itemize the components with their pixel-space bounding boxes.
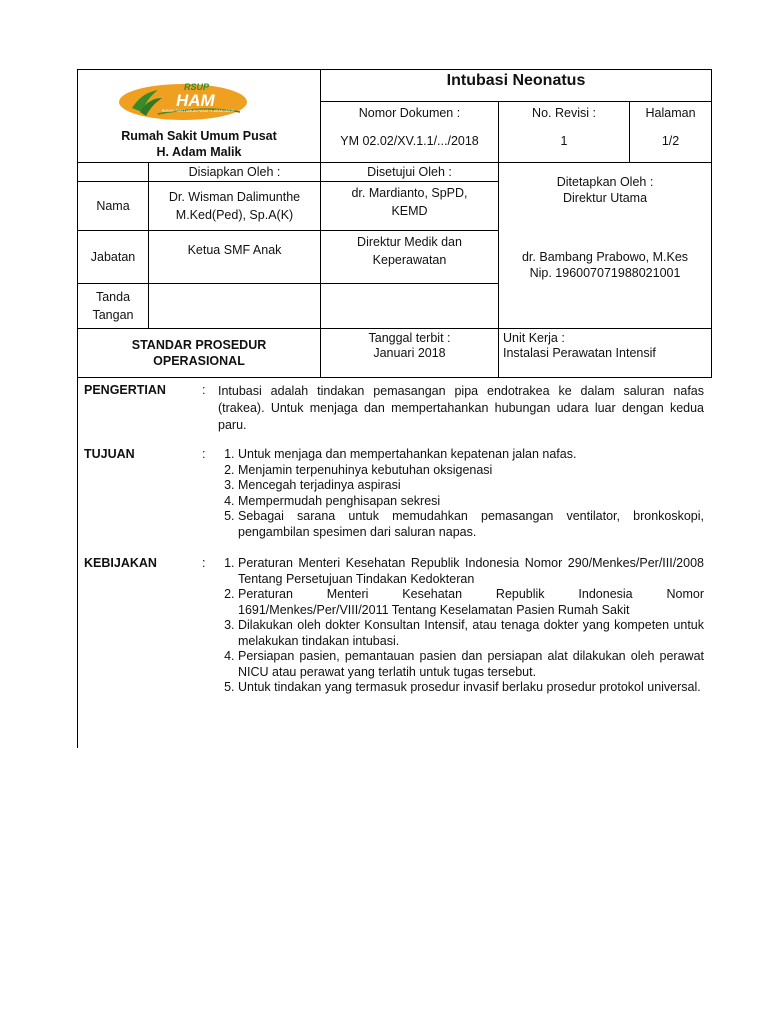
tanggal-terbit-value: Januari 2018 — [373, 346, 446, 360]
disetujui-label: Disetujui Oleh : — [321, 163, 499, 182]
tujuan-list — [218, 447, 704, 540]
logo-tagline: RUMAH SAKIT UMUM PUSAT H. ADAM MALIK — [162, 109, 235, 113]
tujuan-label: TUJUAN — [84, 447, 135, 461]
sop-document — [77, 69, 711, 748]
sop-line2: OPERASIONAL — [153, 354, 245, 368]
jabatan-disetujui-line2: Keperawatan — [372, 253, 447, 267]
halaman-value: 1/2 — [661, 134, 680, 149]
tanggal-terbit-label: Tanggal terbit : — [368, 331, 451, 345]
nama-disetujui-line1: dr. Mardianto, SpPD, — [351, 186, 468, 200]
pengertian-text: Intubasi adalah tindakan pemasangan pipa endotrakea ke dalam saluran nafas (trakea). Untuk menjaga dan mempertahankan hubungan udara luar dengan kedua paru. — [218, 384, 704, 432]
disiapkan-label: Disiapkan Oleh : — [149, 163, 321, 182]
hospital-cell — [78, 70, 321, 163]
tujuan-item: 2. Menjamin terpenuhinya kebutuhan oksigenasi — [238, 463, 704, 479]
hospital-logo — [118, 78, 248, 122]
kebijakan-item: 5. Untuk tindakan yang termasuk prosedur invasif berlaku prosedur protokol universal. — [238, 680, 704, 696]
jabatan-disetujui-line1: Direktur Medik dan — [357, 235, 462, 249]
tanda-tangan-line2: Tangan — [92, 308, 134, 322]
halaman-cell — [630, 102, 712, 163]
revisi-cell — [499, 102, 630, 163]
logo-ham-text: HAM — [176, 91, 215, 110]
direktur-nip: Nip. 196007071988021001 — [529, 266, 681, 280]
tanggal-terbit-cell — [321, 329, 499, 378]
kebijakan-label: KEBIJAKAN — [84, 556, 157, 570]
halaman-label: Halaman — [645, 106, 696, 121]
tanda-tangan-disetujui — [321, 284, 499, 329]
jabatan-label: Jabatan — [78, 231, 149, 284]
kebijakan-item: 3. Dilakukan oleh dokter Konsultan Intensif, atau tenaga dokter yang kompeten untuk melakukan tindakan intubasi. — [238, 618, 704, 649]
document-title: Intubasi Neonatus — [321, 70, 712, 102]
direktur-name: dr. Bambang Prabowo, M.Kes — [521, 250, 689, 264]
kebijakan-item: 4. Persiapan pasien, pemantauan pasien dan persiapan alat dilakukan oleh perawat NICU atau perawat yang terlatih untuk tugas tersebut. — [238, 649, 704, 680]
unit-kerja-label: Unit Kerja : — [503, 331, 565, 345]
ditetapkan-cell — [499, 163, 712, 329]
tanda-tangan-disiapkan — [149, 284, 321, 329]
logo-rsup-text: RSUP — [184, 82, 210, 92]
nama-disiapkan-line1: Dr. Wisman Dalimunthe — [168, 190, 301, 204]
sop-label — [78, 329, 321, 378]
sop-line1: STANDAR PROSEDUR — [131, 338, 267, 352]
pengertian-label: PENGERTIAN — [84, 383, 166, 397]
nama-disiapkan — [149, 182, 321, 231]
nomor-dokumen-cell — [321, 102, 499, 163]
unit-kerja-cell — [499, 329, 712, 378]
sop-body — [77, 378, 712, 748]
kebijakan-list — [218, 556, 704, 696]
hospital-name — [78, 128, 320, 160]
unit-kerja-value: Instalasi Perawatan Intensif — [503, 346, 656, 360]
jabatan-disetujui — [321, 231, 499, 284]
kebijakan-item: 1. Peraturan Menteri Kesehatan Republik Indonesia Nomor 290/Menkes/Per/III/2008 Tentang Persetujuan Tindakan Kedokteran — [238, 556, 704, 587]
tujuan-item: 3. Mencegah terjadinya aspirasi — [238, 478, 704, 494]
nama-disetujui-line2: KEMD — [391, 204, 428, 218]
nomor-dokumen-label: Nomor Dokumen : — [358, 106, 461, 121]
tujuan-item: 5. Sebagai sarana untuk memudahkan pemasangan ventilator, bronkoskopi, pengambilan spesimen dari saluran napas. — [238, 509, 704, 540]
tujuan-item: 4. Mempermudah penghisapan sekresi — [238, 494, 704, 510]
jabatan-disiapkan: Ketua SMF Anak — [149, 231, 321, 284]
tanda-tangan-label — [78, 284, 149, 329]
pengertian-colon: : — [202, 383, 206, 397]
empty-label-cell — [78, 163, 149, 182]
kebijakan-colon: : — [202, 556, 206, 570]
tanda-tangan-line1: Tanda — [95, 290, 131, 304]
nama-disiapkan-line2: M.Ked(Ped), Sp.A(K) — [175, 208, 294, 222]
tujuan-colon: : — [202, 447, 206, 461]
ditetapkan-label: Ditetapkan Oleh : — [556, 175, 654, 189]
hospital-name-line2: H. Adam Malik — [156, 145, 242, 159]
revisi-label: No. Revisi : — [532, 106, 596, 121]
hospital-name-line1: Rumah Sakit Umum Pusat — [121, 129, 277, 143]
ditetapkan-role: Direktur Utama — [562, 191, 648, 205]
nama-disetujui — [321, 182, 499, 231]
kebijakan-item: 2. Peraturan Menteri Kesehatan Republik Indonesia Nomor 1691/Menkes/Per/VIII/2011 Tentang Keselamatan Pasien Rumah Sakit — [238, 587, 704, 618]
nama-label: Nama — [78, 182, 149, 231]
header-table — [77, 69, 712, 378]
revisi-value: 1 — [560, 134, 568, 149]
nomor-dokumen-value: YM 02.02/XV.1.1/.../2018 — [340, 134, 479, 149]
tujuan-item: 1. Untuk menjaga dan mempertahankan kepatenan jalan nafas. — [238, 447, 704, 463]
